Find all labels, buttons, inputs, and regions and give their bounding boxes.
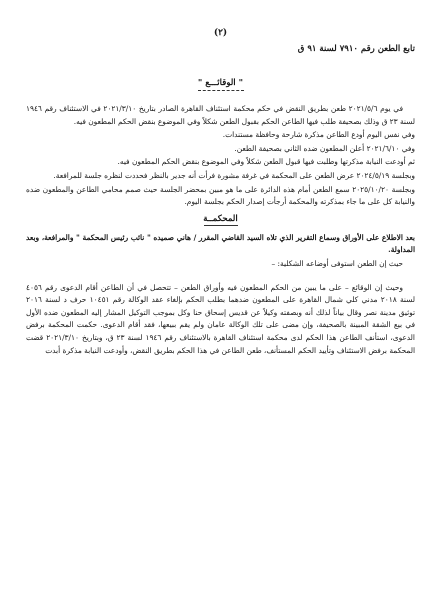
facts-paragraph: وبجلسة ٢٠٢٥/١٠/٢٠ سمع الطعن أمام هذه الدائرة على ما هو مبين بمحضر الجلسة حيث صمم محامي الطاعن والمطعون ضده والنيابة كل على ما جاء بمذكرته والمحكمة أرجأت إصدار الحكم بجلسة اليوم.: [26, 184, 416, 207]
court-intro: بعد الاطلاع على الأوراق وسماع التقرير الذي تلاه السيد القاضي المقرر / هاني صميده " نائب رئيس المحكمة " والمرافعة، وبعد المداولة.: [26, 232, 415, 255]
facts-title-underline: [198, 90, 244, 91]
spacer: [26, 272, 415, 282]
court-title-underline: [204, 225, 238, 226]
facts-title: " الوقائـــع ": [197, 78, 244, 88]
facts-paragraph: وفي ٢٠٢١/٦/١٠ أعلن المطعون ضده الثاني بصحيفة الطعن.: [234, 143, 415, 153]
court-paragraph: حيث إن الطعن استوفى أوضاعه الشكلية: –: [271, 258, 403, 268]
facts-paragraph: في يوم ٢٠٢١/٥/٦ طعن بطريق النقض في حكم محكمة استئناف القاهرة الصادر بتاريخ ٢٠٢١/٣/١٠ في الاستئناف رقم ١٩٤٦ لسنة ٢٣ ق وذلك بصحيفة طلب فيها الطاعن الحكم بقبول الطعن شكلاً وفي الموضوع بنقض الحكم المطعون فيه.: [26, 104, 415, 126]
facts-paragraph: وبجلسة ٢٠٢٤/٥/١٩ عرض الطعن على المحكمة في غرفة مشورة فرأت أنه جدير بالنظر فحددت لنظره جلسة للمرافعة.: [53, 170, 415, 180]
case-header: تابع الطعن رقم ٧٩١٠ لسنة ٩١ ق: [297, 44, 415, 54]
facts-paragraph: وفي نفس اليوم أودع الطاعن مذكرة شارحة وحافظة مستندات.: [222, 130, 415, 140]
court-title: المحكمــة: [203, 213, 238, 224]
facts-paragraph: ثم أودعت النيابة مذكرتها وطلبت فيها قبول الطعن شكلاً وفي الموضوع بنقض الحكم المطعون فيه.: [117, 157, 415, 167]
page-number: (٢): [213, 28, 228, 38]
court-paragraph: وحيث إن الوقائع – على ما يبين من الحكم المطعون فيه وأوراق الطعن – تتحصل في أن الطاعن أقام الدعوى رقم ٤٠٥٦ لسنة ٢٠١٨ مدني كلي شمال القاهرة على المطعون ضدهما بطلب الحكم بإلغاء عقد الوكالة رقم ١٠٤٥١ حرف د لسنة ٢٠١٦ توثيق مدينة نصر وقال بياناً لذلك أنه وبصفته وكيلاً عن قديس إسحاق حنا وكل بموجب التوكيل المشار إليه المطعون ضده الأول في بيع الشقة المبينة بالصحيفة، وإن مضى على تلك الوكالة عامان ولم يقم ببيعها، فقد أقام الدعوى. حكمت المحكمة برفض الدعوى، استأنف الطاعن هذا الحكم لدى محكمة استئناف القاهرة بالاستئناف رقم ١٩٤٦ لسنة ٢٣ ق، وبتاريخ ٢٠٢١/٣/١٠ قضت المحكمة برفض الاستئناف وتأييد الحكم المستأنف، طعن الطاعن في هذا الحكم بطريق النقض، وأودعت النيابة مذكرة أبدت: [26, 282, 415, 355]
